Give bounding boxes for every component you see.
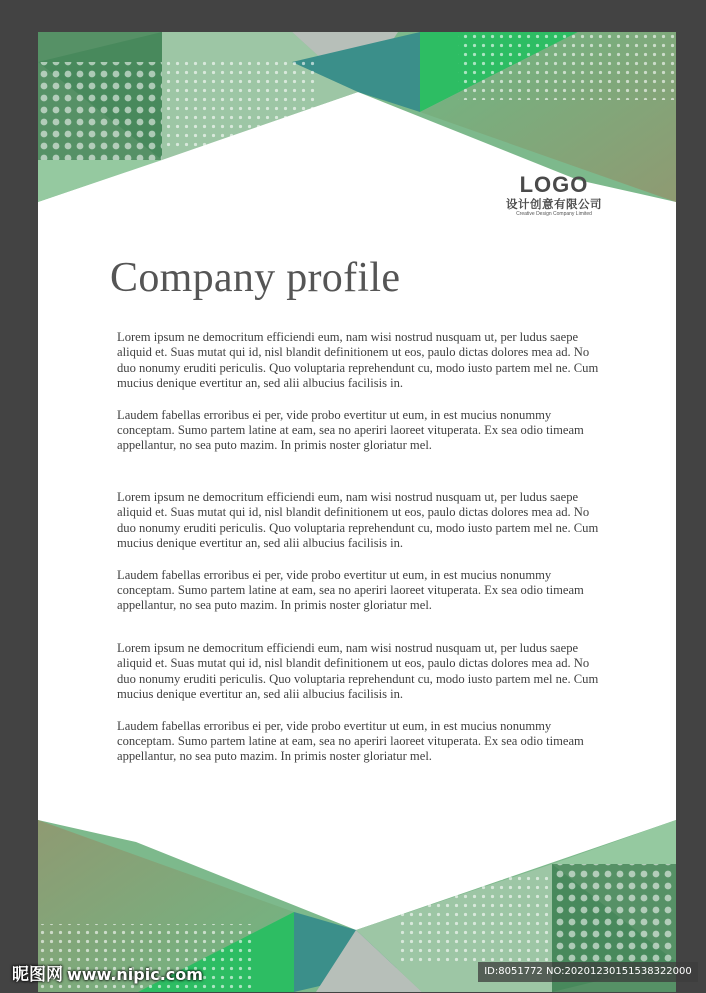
bottom-right-dot-field [552, 864, 676, 962]
top-mid-dot-field [166, 60, 316, 150]
image-id-watermark: ID:8051772 NO:20201230151538322000 [478, 962, 698, 982]
bottom-mid-dot-field [398, 874, 548, 964]
top-left-light-wedge [38, 160, 162, 202]
paragraph: Laudem fabellas erroribus ei per, vide probo evertitur ut eum, in est mucius nonummy conceptam. Sumo partem latine at eam, sea no aperiri laoreet vituperata. Ex sea odio timeam appellantur, no sea puto mazim. In primis noster gloriatur mel. [117, 567, 584, 613]
top-left-dot-field [38, 62, 162, 160]
text-section-3 [117, 641, 607, 765]
watermark-brand: 昵图网 [12, 965, 63, 985]
company-logo [490, 173, 618, 218]
page-title: Company profile [110, 255, 401, 301]
text-section-2 [117, 490, 607, 614]
letterhead-page [38, 32, 676, 992]
site-watermark [12, 960, 203, 985]
paragraph: Lorem ipsum ne democritum efficiendi eum, nam wisi nostrud nusquam ut, per ludus saepe aliquid et. Suas mutat qui id, nisl blandit definitionem ut eos, paulo dictas dolores mea ad. No duo nonumy eruditi periculis. Quo voluptaria reprehendunt cu, modo iusto partem mel ne. Cum mucius denique evertitur an, sed alii albucius facilisis in. [117, 330, 599, 391]
paragraph: Laudem fabellas erroribus ei per, vide probo evertitur ut eum, in est mucius nonummy conceptam. Sumo partem latine at eam, sea no aperiri laoreet vituperata. Ex sea odio timeam appellantur, no sea puto mazim. In primis noster gloriatur mel. [117, 718, 584, 764]
logo-english-name: Creative Design Company Limited [516, 211, 592, 217]
top-right-dot-field [458, 32, 676, 100]
paragraph: Lorem ipsum ne democritum efficiendi eum, nam wisi nostrud nusquam ut, per ludus saepe aliquid et. Suas mutat qui id, nisl blandit definitionem ut eos, paulo dictas dolores mea ad. No duo nonumy eruditi periculis. Quo voluptaria reprehendunt cu, modo iusto partem mel ne. Cum mucius denique evertitur an, sed alii albucius facilisis in. [117, 641, 599, 702]
text-section-1 [117, 330, 607, 454]
logo-chinese-name: 设计创意有限公司 [506, 197, 602, 211]
paragraph: Lorem ipsum ne democritum efficiendi eum, nam wisi nostrud nusquam ut, per ludus saepe aliquid et. Suas mutat qui id, nisl blandit definitionem ut eos, paulo dictas dolores mea ad. No duo nonumy eruditi periculis. Quo voluptaria reprehendunt cu, modo iusto partem mel ne. Cum mucius denique evertitur an, sed alii albucius facilisis in. [117, 490, 599, 551]
paragraph: Laudem fabellas erroribus ei per, vide probo evertitur ut eum, in est mucius nonummy conceptam. Sumo partem latine at eam, sea no aperiri laoreet vituperata. Ex sea odio timeam appellantur, no sea puto mazim. In primis noster gloriatur mel. [117, 407, 584, 453]
watermark-site: www.nipic.com [67, 965, 203, 984]
logo-wordmark: LOGO [519, 172, 589, 197]
